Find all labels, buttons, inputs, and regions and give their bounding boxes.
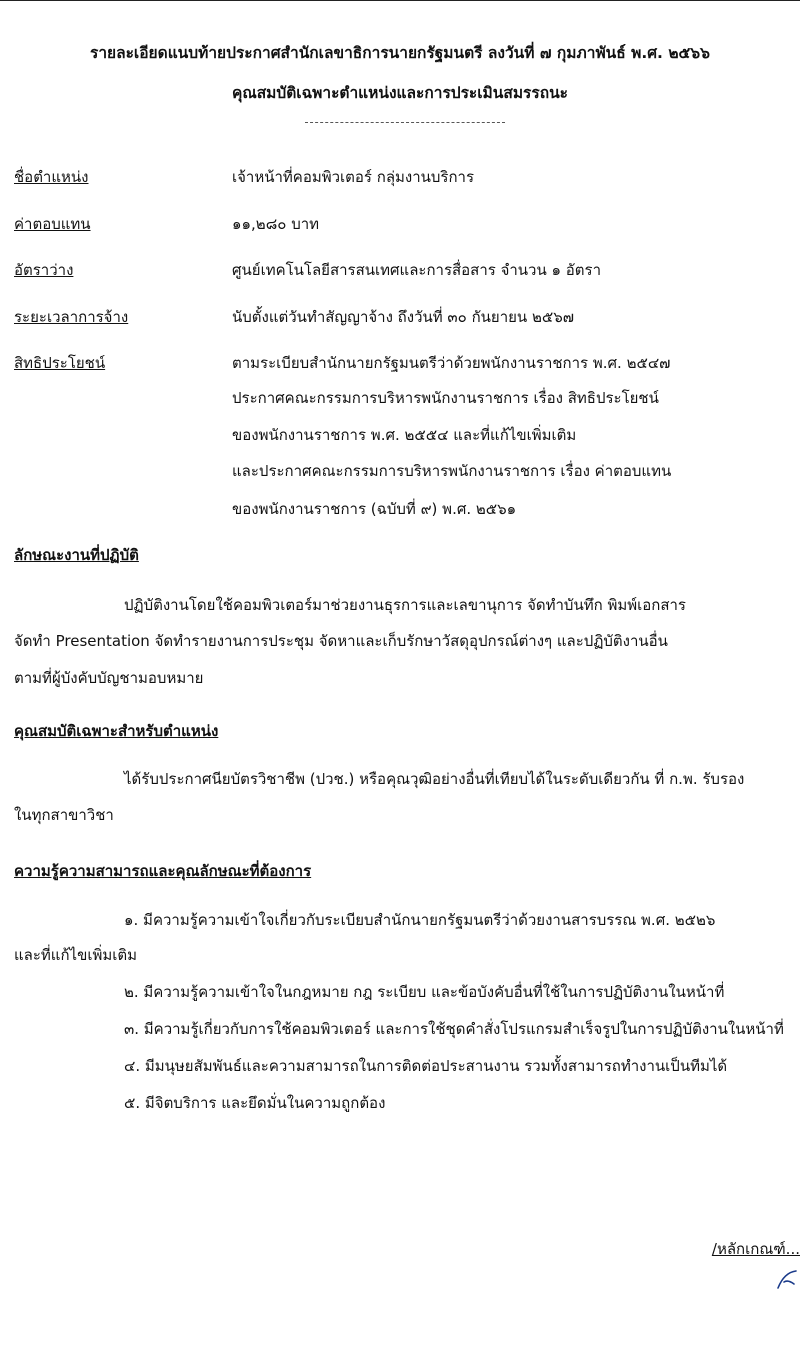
field-label-benefits: สิทธิประโยชน์ bbox=[14, 354, 106, 372]
field-label-position: ชื่อตำแหน่ง bbox=[14, 168, 89, 186]
next-page-reference: /หลักเกณฑ์... bbox=[711, 1240, 800, 1258]
field-label-vacancy: อัตราว่าง bbox=[14, 261, 74, 279]
field-label-employment-period: ระยะเวลาการจ้าง bbox=[14, 308, 129, 326]
qualifications-line-2: ในทุกสาขาวิชา bbox=[14, 806, 114, 824]
field-value-vacancy: ศูนย์เทคโนโลยีสารสนเทศและการสื่อสาร จำนวน ๑ อัตรา bbox=[232, 261, 602, 279]
header-line-1: รายละเอียดแนบท้ายประกาศสำนักเลขาธิการนายกรัฐมนตรี ลงวันที่ ๗ กุมภาพันธ์ พ.ศ. ๒๕๖๖ bbox=[90, 44, 710, 62]
benefits-line-3: ของพนักงานราชการ พ.ศ. ๒๕๕๔ และที่แก้ไขเพิ่มเติม bbox=[232, 426, 577, 444]
heading-qualifications: คุณสมบัติเฉพาะสำหรับตำแหน่ง bbox=[14, 722, 219, 740]
duties-line-2: จัดทำ Presentation จัดทำรายงานการประชุม จัดหาและเก็บรักษาวัสดุอุปกรณ์ต่างๆ และปฏิบัติงานอื่น bbox=[14, 632, 668, 650]
field-label-salary: ค่าตอบแทน bbox=[14, 215, 91, 233]
skills-item-1-line-2: และที่แก้ไขเพิ่มเติม bbox=[14, 946, 138, 964]
top-border-line bbox=[0, 0, 800, 1]
skills-item-4: ๔. มีมนุษยสัมพันธ์และความสามารถในการติดต่อประสานงาน รวมทั้งสามารถทำงานเป็นทีมได้ bbox=[124, 1057, 728, 1075]
skills-item-1-line-1: ๑. มีความรู้ความเข้าใจเกี่ยวกับระเบียบสำนักนายกรัฐมนตรีว่าด้วยงานสารบรรณ พ.ศ. ๒๕๒๖ bbox=[124, 911, 716, 929]
field-value-employment-period: นับตั้งแต่วันทำสัญญาจ้าง ถึงวันที่ ๓๐ กันยายน ๒๕๖๗ bbox=[232, 308, 574, 326]
field-value-salary: ๑๑,๒๘๐ บาท bbox=[232, 215, 320, 233]
benefits-line-4: และประกาศคณะกรรมการบริหารพนักงานราชการ เรื่อง ค่าตอบแทน bbox=[232, 462, 672, 480]
dashed-separator bbox=[305, 122, 505, 123]
benefits-line-2: ประกาศคณะกรรมการบริหารพนักงานราชการ เรื่อง สิทธิประโยชน์ bbox=[232, 389, 659, 407]
qualifications-line-1: ได้รับประกาศนียบัตรวิชาชีพ (ปวช.) หรือคุณวุฒิอย่างอื่นที่เทียบได้ในระดับเดียวกัน ที่ ก.พ. รับรอง bbox=[124, 770, 745, 788]
field-value-benefits: ตามระเบียบสำนักนายกรัฐมนตรีว่าด้วยพนักงานราชการ พ.ศ. ๒๕๔๗ bbox=[232, 354, 671, 372]
duties-line-1: ปฏิบัติงานโดยใช้คอมพิวเตอร์มาช่วยงานธุรการและเลขานุการ จัดทำบันทึก พิมพ์เอกสาร bbox=[124, 596, 686, 614]
duties-line-3: ตามที่ผู้บังคับบัญชามอบหมาย bbox=[14, 669, 204, 687]
benefits-line-5: ของพนักงานราชการ (ฉบับที่ ๙) พ.ศ. ๒๕๖๑ bbox=[232, 500, 517, 518]
skills-item-5: ๕. มีจิตบริการ และยึดมั่นในความถูกต้อง bbox=[124, 1094, 386, 1112]
field-value-position: เจ้าหน้าที่คอมพิวเตอร์ กลุ่มงานบริการ bbox=[232, 168, 475, 186]
skills-item-2: ๒. มีความรู้ความเข้าใจในกฎหมาย กฎ ระเบียบ และข้อบังคับอื่นที่ใช้ในการปฏิบัติงานในหน้าที่ bbox=[124, 983, 725, 1001]
header-line-2: คุณสมบัติเฉพาะตำแหน่งและการประเมินสมรรถนะ bbox=[231, 84, 569, 102]
signature-mark-icon bbox=[774, 1268, 800, 1292]
skills-item-3: ๓. มีความรู้เกี่ยวกับการใช้คอมพิวเตอร์ และการใช้ชุดคำสั่งโปรแกรมสำเร็จรูปในการปฏิบัติงานในหน้าที่ bbox=[124, 1020, 784, 1038]
heading-skills: ความรู้ความสามารถและคุณลักษณะที่ต้องการ bbox=[14, 862, 312, 880]
heading-duties: ลักษณะงานที่ปฏิบัติ bbox=[14, 546, 139, 564]
